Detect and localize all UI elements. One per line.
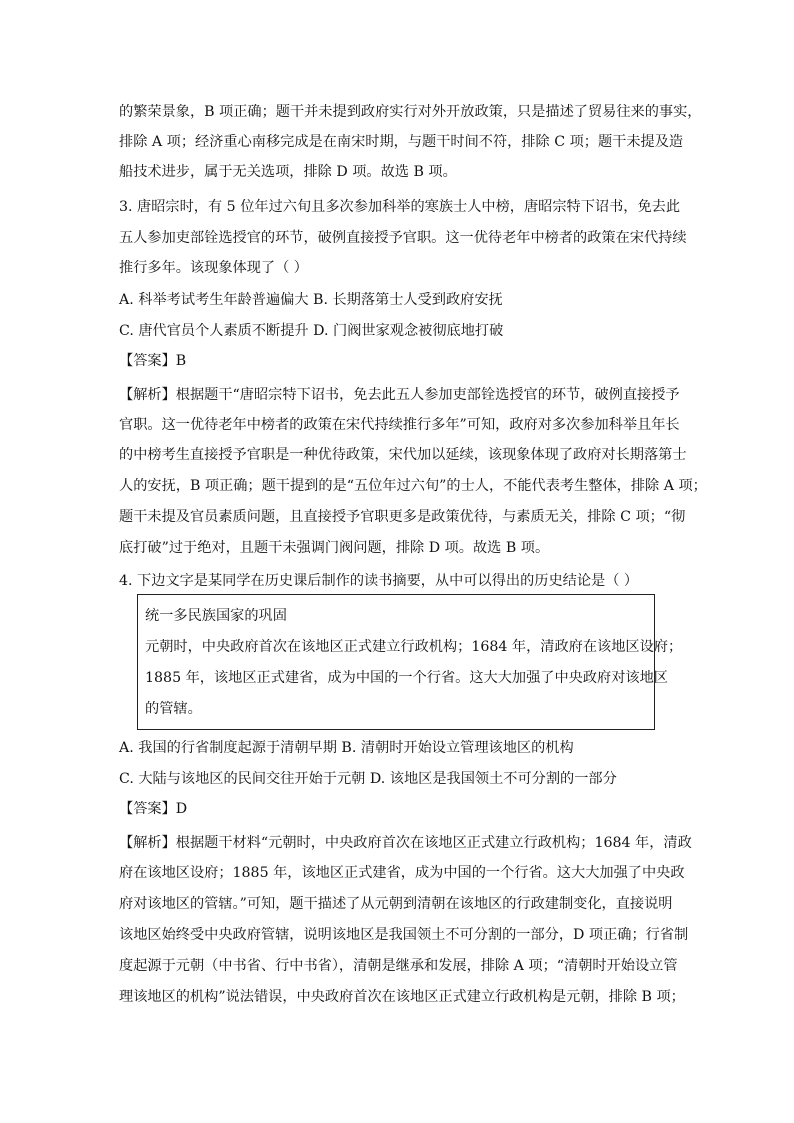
q3-analysis-line-4: 人的安抚，B 项正确；题干提到的是“五位年过六旬”的士人，不能代表考生整体，排除 A 项；	[119, 478, 707, 494]
q3-analysis-line-3: 的中榜考生直接授予官职是一种优待政策，宋代加以延续，该现象体现了政府对长期落第士	[119, 447, 687, 463]
q3-options-line-2: C. 唐代官员个人素质不断提升 D. 门阀世家观念被彻底地打破	[119, 323, 504, 339]
q4-analysis-line-5: 度起源于元朝（中书省、行中书省），清朝是继承和发展，排除 A 项；“清朝时开始设立管	[119, 958, 678, 974]
q3-analysis-line-2: 官职。这一优待老年中榜者的政策在宋代持续推行多年”可知，政府对多次参加科举且年长	[119, 417, 680, 433]
q4-options-line-1: A. 我国的行省制度起源于清朝早期 B. 清朝时开始设立管理该地区的机构	[119, 740, 574, 756]
q3-analysis-line-6: 底打破”过于绝对，且题干未强调门阀问题，排除 D 项。故选 B 项。	[119, 540, 550, 556]
q4-analysis-line-6: 理该地区的机构”说法错误，中央政府首次在该地区正式建立行政机构是元朝，排除 B 项；	[119, 989, 685, 1005]
q4-box-line-1: 元朝时，中央政府首次在该地区正式建立行政机构；1684 年，清政府在该地区设府；	[145, 639, 683, 655]
q4-box-title: 统一多民族国家的巩固	[145, 608, 287, 624]
q3-stem-line-1: 3. 唐昭宗时，有 5 位年过六旬且多次参加科举的寒族士人中榜，唐昭宗特下诏书，免去此	[119, 199, 681, 215]
q3-options-line-1: A. 科举考试考生年龄普遍偏大 B. 长期落第士人受到政府安抚	[119, 292, 503, 308]
q4-analysis-line-1: 【解析】根据题干材料“元朝时，中央政府首次在该地区正式建立行政机构；1684 年，清政	[119, 835, 692, 851]
q4-analysis-line-2: 府在该地区设府；1885 年，该地区正式建省，成为中国的一个行省。这大大加强了中央政	[119, 865, 685, 881]
q3-stem-line-3: 推行多年。该现象体现了（ ）	[119, 260, 308, 276]
q3-stem-line-2: 五人参加吏部铨选授官的环节，破例直接授予官职。这一优待老年中榜者的政策在宋代持续	[119, 230, 687, 246]
q4-box-line-2: 1885 年，该地区正式建省，成为中国的一个行省。这大大加强了中央政府对该地区	[145, 670, 668, 686]
q2-analysis-line-1: 的繁荣景象，B 项正确；题干并未提到政府实行对外开放政策，只是描述了贸易往来的事实，	[119, 104, 702, 120]
q2-analysis-line-3: 船技术进步，属于无关选项，排除 D 项。故选 B 项。	[119, 164, 457, 180]
q4-options-line-2: C. 大陆与该地区的民间交往开始于元朝 D. 该地区是我国领土不可分割的一部分	[119, 771, 617, 787]
q3-answer: 【答案】B	[119, 353, 187, 369]
q4-analysis-line-4: 该地区始终受中央政府管辖，说明该地区是我国领土不可分割的一部分，D 项正确；行省制	[119, 927, 689, 943]
q4-answer: 【答案】D	[119, 801, 188, 817]
q4-box-line-3: 的管辖。	[145, 701, 202, 717]
q3-analysis-line-5: 题干未提及官员素质问题，且直接授予官职更多是政策优待，与素质无关，排除 C 项；“彻	[119, 509, 686, 525]
q3-analysis-line-1: 【解析】根据题干“唐昭宗特下诏书，免去此五人参加吏部铨选授官的环节，破例直接授予	[119, 387, 680, 403]
q4-analysis-line-3: 府对该地区的管辖。”可知，题干描述了从元朝到清朝在该地区的行政建制变化，直接说明	[119, 896, 673, 912]
q2-analysis-line-2: 排除 A 项；经济重心南移完成是在南宋时期，与题干时间不符，排除 C 项；题干未提及造	[119, 134, 684, 150]
q4-stem: 4. 下边文字是某同学在历史课后制作的读书摘要，从中可以得出的历史结论是（ ）	[119, 573, 639, 589]
